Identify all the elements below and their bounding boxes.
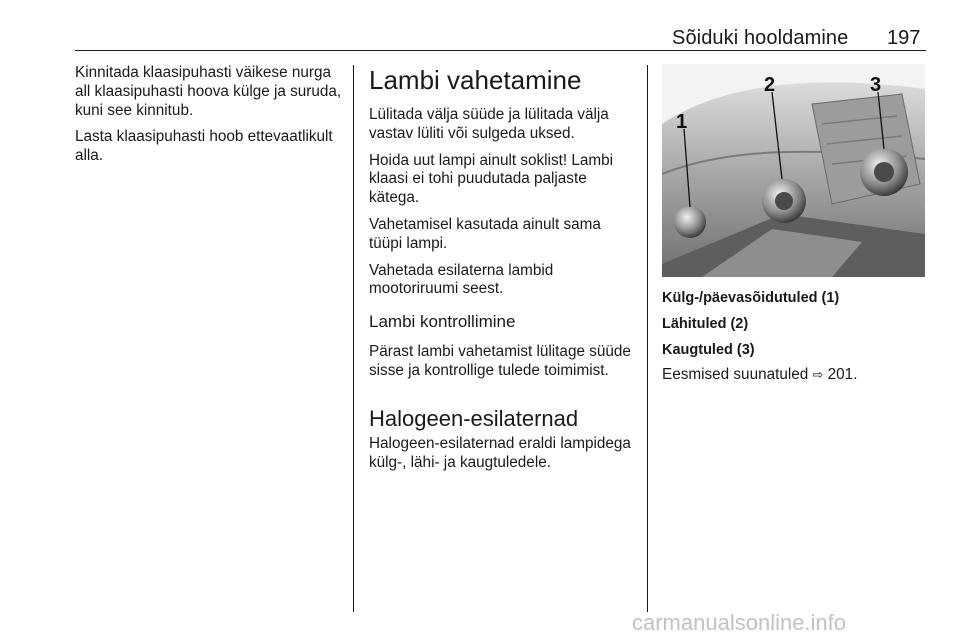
callout-1-label: 1 <box>676 111 688 133</box>
section-heading-2: Halogeen-esilaternad <box>369 405 579 431</box>
paragraph: Pärast lambi vahetamist lülitage süüde sisse ja kontrollige tulede toimimist. <box>369 343 631 379</box>
column-3 <box>662 64 926 393</box>
callout-2-label: 2 <box>764 74 776 96</box>
paragraph: Halogeen-esilaternad eraldi lampidega külg-, lähi- ja kaugtuledele. <box>369 434 631 471</box>
reference-text: Eesmised suunatuled <box>662 366 809 384</box>
headlamp-photo <box>662 64 925 277</box>
column-divider-left <box>353 65 354 612</box>
column-1 <box>75 64 345 174</box>
reference-page: 201. <box>827 366 858 384</box>
page-header <box>0 0 960 52</box>
paragraph: Vahetamisel kasutada ainult sama tüüpi lampi. <box>369 215 601 252</box>
column-2 <box>369 64 637 480</box>
column-divider-right <box>647 65 648 612</box>
paragraph: Hoida uut lampi ainult soklist! Lambi klaasi ei tohi puudutada paljaste kätega. <box>369 151 614 207</box>
section-heading: Lambi vahetamine <box>369 65 582 95</box>
header-divider <box>75 50 926 51</box>
figure-caption: Kaugtuled (3) <box>662 341 755 358</box>
watermark: carmanualsonline.info <box>632 610 847 635</box>
paragraph: Lülitada välja süüde ja lülitada välja vastav lüliti või sulgeda uksed. <box>369 106 609 142</box>
section-title: Sõiduki hooldamine <box>672 27 849 49</box>
arrow-ref-icon: ⇨ <box>812 367 824 383</box>
cross-reference[interactable] <box>662 366 926 385</box>
headlamp-illustration <box>662 64 925 277</box>
page-number: 197 <box>887 27 921 49</box>
paragraph: Lasta klaasipuhasti hoob ettevaatlikult alla. <box>75 128 333 165</box>
figure-caption: Külg-/päevasõidutuled (1) <box>662 290 840 306</box>
subsection-heading: Lambi kontrollimine <box>369 312 516 332</box>
callout-3-label: 3 <box>870 74 882 96</box>
figure-caption: Lähituled (2) <box>662 315 749 332</box>
paragraph: Kinnitada klaasipuhasti väikese nurga all klaasipuhasti hoova külge ja suruda, kuni see kinnitub. <box>75 64 342 119</box>
paragraph: Vahetada esilaterna lambid mootoriruumi seest. <box>369 261 554 298</box>
